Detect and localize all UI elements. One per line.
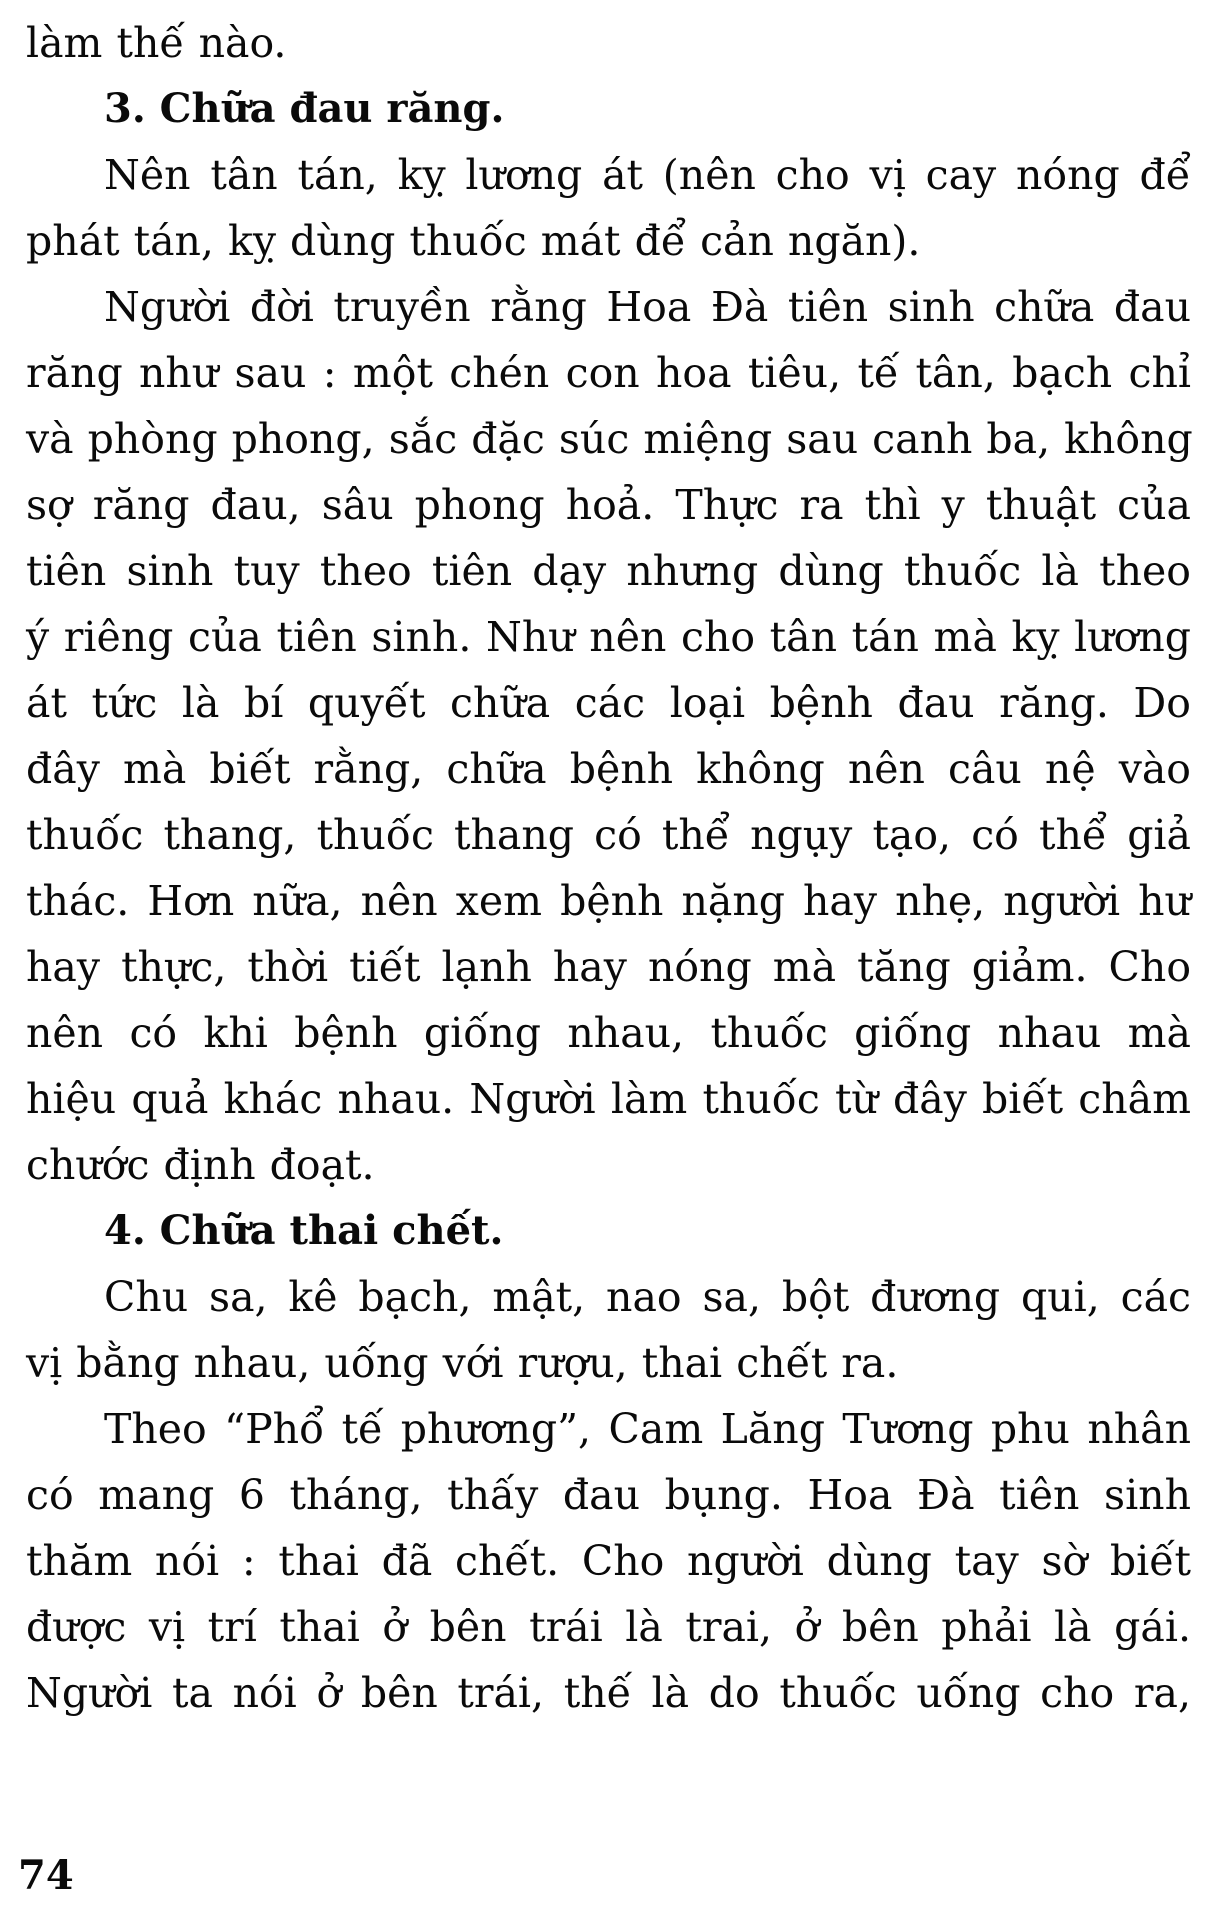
paragraph-line: Người đời truyền rằng Hoa Đà tiên sinh chữa đau xyxy=(104,283,1191,331)
paragraph-line: Người ta nói ở bên trái, thế là do thuốc uống cho ra, xyxy=(26,1669,1191,1717)
paragraph-line: răng như sau : một chén con hoa tiêu, tế tân, bạch chỉ xyxy=(26,349,1191,397)
section-4-paragraph-1 xyxy=(26,1264,1191,1396)
section-4-paragraph-2 xyxy=(26,1396,1191,1726)
paragraph-line: Nên tân tán, kỵ lương át (nên cho vị cay nóng để xyxy=(104,151,1191,199)
section-3-heading: 3. Chữa đau răng. xyxy=(104,85,505,132)
paragraph-line: và phòng phong, sắc đặc súc miệng sau canh ba, không xyxy=(26,415,1193,463)
intro-line: làm thế nào. xyxy=(26,19,287,67)
paragraph-line: chước định đoạt. xyxy=(26,1141,375,1189)
paragraph-line: hiệu quả khác nhau. Người làm thuốc từ đây biết châm xyxy=(26,1075,1191,1123)
paragraph-line: sợ răng đau, sâu phong hoả. Thực ra thì y thuật của xyxy=(26,481,1191,529)
paragraph-line: thuốc thang, thuốc thang có thể ngụy tạo, có thể giả xyxy=(26,811,1191,859)
paragraph-line: có mang 6 tháng, thấy đau bụng. Hoa Đà tiên sinh xyxy=(26,1471,1191,1519)
section-3-paragraph-1 xyxy=(26,142,1191,274)
book-page xyxy=(26,10,1191,1726)
paragraph-line: được vị trí thai ở bên trái là trai, ở bên phải là gái. xyxy=(26,1603,1191,1651)
paragraph-line: tiên sinh tuy theo tiên dạy nhưng dùng thuốc là theo xyxy=(26,547,1191,595)
paragraph-line: Chu sa, kê bạch, mật, nao sa, bột đương qui, các xyxy=(104,1273,1191,1321)
section-3-paragraph-2 xyxy=(26,274,1191,1198)
page-number: 74 xyxy=(18,1852,74,1899)
paragraph-line: phát tán, kỵ dùng thuốc mát để cản ngăn). xyxy=(26,217,921,265)
paragraph-line: nên có khi bệnh giống nhau, thuốc giống nhau mà xyxy=(26,1009,1191,1057)
paragraph-line: thác. Hơn nữa, nên xem bệnh nặng hay nhẹ, người hư xyxy=(26,877,1191,925)
paragraph-line: đây mà biết rằng, chữa bệnh không nên câu nệ vào xyxy=(26,745,1191,793)
paragraph-line: át tức là bí quyết chữa các loại bệnh đau răng. Do xyxy=(26,679,1191,727)
section-4-heading: 4. Chữa thai chết. xyxy=(104,1207,504,1254)
paragraph-line: thăm nói : thai đã chết. Cho người dùng tay sờ biết xyxy=(26,1537,1191,1585)
paragraph-line: hay thực, thời tiết lạnh hay nóng mà tăng giảm. Cho xyxy=(26,943,1191,991)
paragraph-line: ý riêng của tiên sinh. Như nên cho tân tán mà kỵ lương xyxy=(26,613,1191,661)
paragraph-line: Theo “Phổ tế phương”, Cam Lăng Tương phu nhân xyxy=(104,1405,1191,1453)
paragraph-line: vị bằng nhau, uống với rượu, thai chết ra. xyxy=(26,1339,899,1387)
